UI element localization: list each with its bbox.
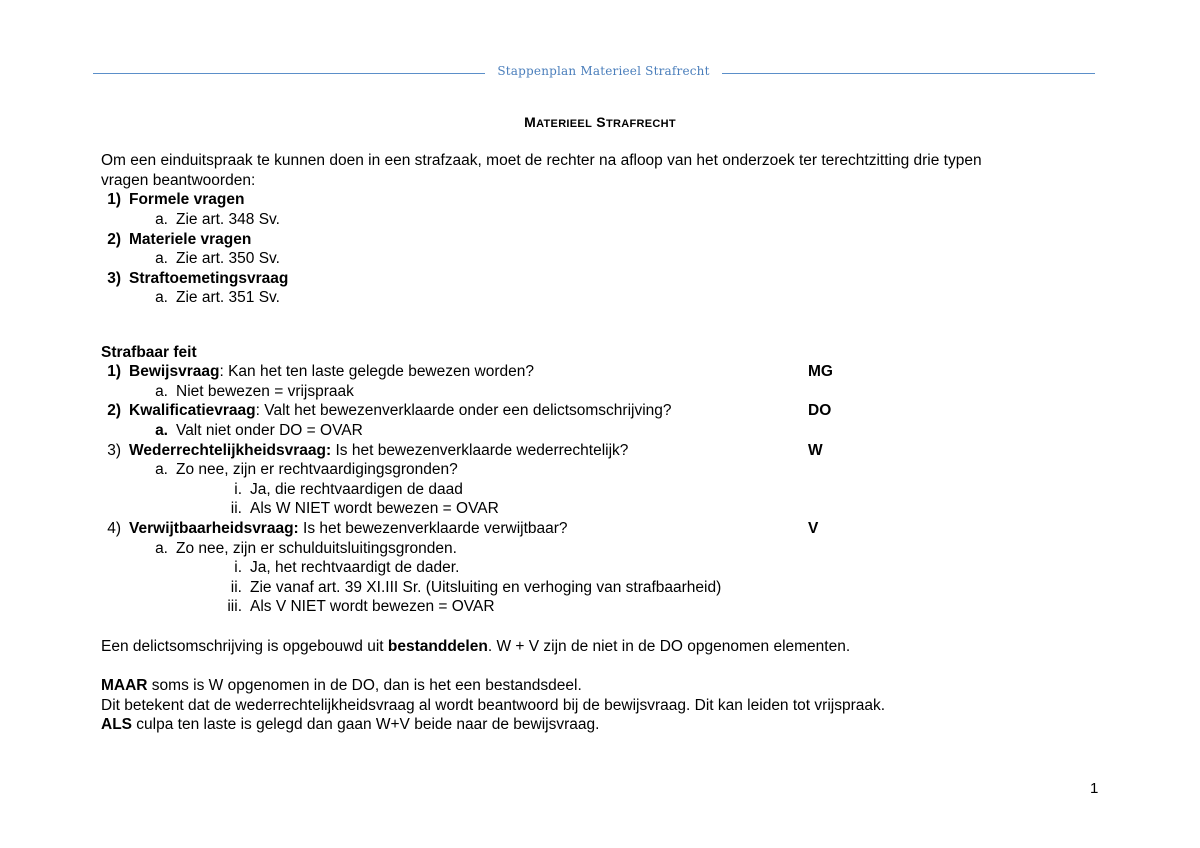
list-subsubitem: ii. Als W NIET wordt bewezen = OVAR (230, 500, 499, 517)
tag-w: W (808, 442, 823, 459)
list-subsubitem: ii. Zie vanaf art. 39 XI.III Sr. (Uitsluiting en verhoging van strafbaarheid) (230, 579, 722, 596)
paragraph-maar: MAAR soms is W opgenomen in de DO, dan is het een bestandsdeel. (101, 677, 582, 694)
document-title: MATERIEEL STRAFRECHT (524, 114, 676, 130)
tag-do: DO (808, 402, 832, 419)
question-bewijsvraag: 1) Bewijsvraag: Kan het ten laste gelegde bewezen worden? (107, 363, 535, 380)
intro-line-2: vragen beantwoorden: (101, 172, 256, 189)
list-subitem: a. Zie art. 348 Sv. (155, 211, 280, 228)
intro-line-1: Om een einduitspraak te kunnen doen in een strafzaak, moet de rechter na afloop van het onderzoek ter terechtzitting drie typen (101, 152, 982, 169)
question-wederrechtelijkheidsvraag: 3) Wederrechtelijkheidsvraag: Is het bewezenverklaarde wederrechtelijk? (107, 442, 629, 459)
question-verwijtbaarheidsvraag: 4) Verwijtbaarheidsvraag: Is het bewezenverklaarde verwijtbaar? (107, 520, 568, 537)
tag-mg: MG (808, 363, 833, 380)
running-header: Stappenplan Materieel Strafrecht (497, 64, 710, 78)
header-rule-left (93, 73, 485, 74)
list-subitem: a. Zie art. 350 Sv. (155, 250, 280, 267)
list-subitem: a. Zie art. 351 Sv. (155, 289, 280, 306)
tag-v: V (808, 520, 819, 537)
list-item: 2) Materiele vragen (107, 231, 252, 248)
paragraph-maar-line-2: Dit betekent dat de wederrechtelijkheidsvraag al wordt beantwoord bij de bewijsvraag. Dit kan leiden tot vrijspraak. (101, 697, 886, 714)
list-subsubitem: iii. Als V NIET wordt bewezen = OVAR (227, 598, 495, 615)
section-heading: Strafbaar feit (101, 344, 197, 361)
header-rule-right (722, 73, 1095, 74)
paragraph-bestanddelen: Een delictsomschrijving is opgebouwd uit bestanddelen. W + V zijn de niet in de DO opgenomen elementen. (101, 638, 851, 655)
question-kwalificatievraag: 2) Kwalificatievraag: Valt het bewezenverklaarde onder een delictsomschrijving? (107, 402, 672, 419)
list-subsubitem: i. Ja, die rechtvaardigen de daad (234, 481, 463, 498)
list-subitem: a. Zo nee, zijn er rechtvaardigingsgronden? (155, 461, 458, 478)
list-subsubitem: i. Ja, het rechtvaardigt de dader. (234, 559, 460, 576)
list-item: 3) Straftoemetingsvraag (107, 270, 289, 287)
list-item: 1) Formele vragen (107, 191, 245, 208)
list-subitem: a. Valt niet onder DO = OVAR (155, 422, 363, 439)
list-subitem: a. Niet bewezen = vrijspraak (155, 383, 354, 400)
paragraph-als: ALS culpa ten laste is gelegd dan gaan W+V beide naar de bewijsvraag. (101, 716, 600, 733)
page-number: 1 (1090, 780, 1099, 797)
list-subitem: a. Zo nee, zijn er schulduitsluitingsgronden. (155, 540, 457, 557)
